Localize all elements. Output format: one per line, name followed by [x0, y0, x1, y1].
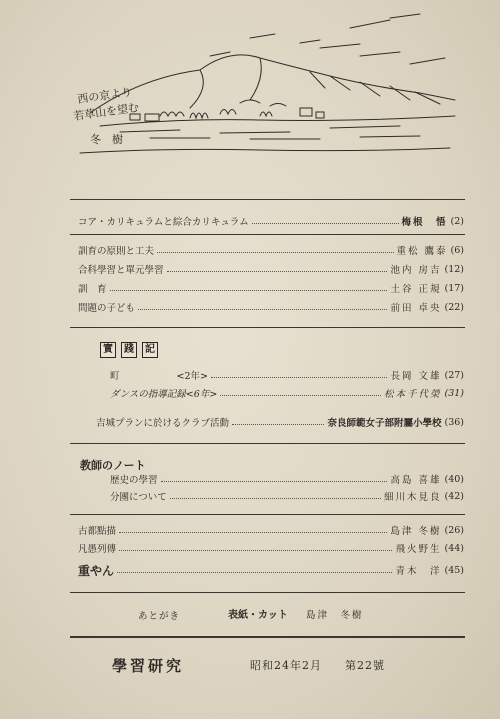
cover-credit-label: 表紙・カット: [228, 610, 288, 621]
toc-entry-author: 重松 鷹泰: [396, 246, 448, 257]
svg-text:冬 樹: 冬 樹: [90, 133, 123, 146]
leader-dots: [232, 424, 324, 425]
leader-dots: [110, 290, 388, 291]
divider: [70, 234, 465, 235]
toc-entry-author: 奈良師範女子部附屬小學校: [327, 418, 442, 429]
practice-heading-char: 實: [100, 342, 116, 358]
toc-entry: [78, 281, 464, 295]
toc-entry-author: 土谷 正規: [390, 284, 442, 295]
toc-entry: [78, 541, 464, 555]
toc-entry: [78, 563, 464, 577]
leader-dots: [252, 223, 399, 224]
leader-dots: [119, 550, 392, 551]
toc-entry-title: ダンスの指導記録<6年>: [110, 389, 218, 400]
divider: [70, 443, 465, 444]
toc-entry-page: (17): [444, 282, 464, 294]
toc-entry-title: 訓 育: [78, 284, 107, 295]
toc-entry-page: (31): [444, 387, 464, 399]
issue-date: 昭和24年2月: [250, 659, 322, 672]
toc-entry-page: (12): [444, 263, 464, 275]
toc-entry-title: 町 <2年>: [110, 371, 208, 382]
toc-entry-author: 前田 卓央: [390, 303, 442, 314]
leader-dots: [157, 252, 393, 253]
toc-entry: [78, 300, 464, 314]
leader-dots: [119, 532, 387, 533]
leader-dots: [117, 572, 392, 573]
teacher-notes-heading: 教師のノート: [80, 459, 146, 472]
leader-dots: [170, 498, 381, 499]
toc-entry-title: 歴史の學習: [110, 475, 158, 486]
toc-entry-page: (36): [444, 416, 464, 428]
toc-entry-page: (6): [450, 244, 464, 256]
magazine-title: 學習研究: [112, 657, 185, 675]
toc-entry-author: 細川木見良: [383, 492, 442, 503]
toc-entry: [96, 415, 464, 429]
toc-entry: [78, 243, 464, 257]
toc-entry-page: (22): [444, 301, 464, 313]
toc-entry-author: 島津 冬樹: [390, 526, 442, 537]
practice-heading-char: 踐: [121, 342, 137, 358]
leader-dots: [167, 271, 388, 272]
leader-dots: [161, 481, 388, 482]
divider: [70, 327, 465, 328]
toc-entry-title: 古都點描: [78, 526, 117, 537]
toc-entry-title: 凡愚列傳: [78, 544, 117, 555]
toc-entry: [78, 262, 464, 276]
toc-entry-title: 訓育の原則と工夫: [78, 246, 155, 257]
toc-entry-page: (44): [444, 542, 464, 554]
toc-entry-core: [78, 214, 464, 228]
leader-dots: [211, 377, 387, 378]
practice-heading: [100, 342, 158, 358]
practice-heading-char: 記: [142, 342, 158, 358]
divider: [70, 636, 465, 638]
toc-entry-author: 高島 喜雄: [390, 475, 442, 486]
divider: [70, 514, 465, 515]
cover-credit-name: 島津 冬樹: [306, 610, 364, 621]
toc-entry-page: (26): [444, 524, 464, 536]
toc-entry: [110, 489, 464, 503]
toc-entry-author: 松本千代榮: [383, 389, 442, 400]
svg-text:若草山を望む: 若草山を望む: [72, 100, 140, 123]
divider: [70, 199, 465, 200]
toc-entry-page: (2): [450, 215, 464, 227]
toc-entry-title: 重やん: [78, 563, 115, 578]
toc-entry-author: 青木 洋: [395, 566, 442, 577]
divider: [70, 592, 465, 593]
toc-entry-author: 長岡 文雄: [390, 371, 442, 382]
toc-entry-title: 合科學習と單元學習: [78, 265, 164, 276]
toc-entry-page: (40): [444, 473, 464, 485]
toc-entry-title: 問題の子ども: [78, 303, 136, 314]
toc-entry: [110, 386, 464, 400]
toc-entry-author: 池内 房吉: [390, 265, 442, 276]
toc-entry-author: 梅根 悟: [401, 217, 448, 228]
toc-entry-page: (27): [444, 369, 464, 381]
toc-entry-title: コア・カリキュラムと綜合カリキュラム: [78, 217, 249, 228]
svg-text:西の京より: 西の京より: [76, 85, 133, 106]
toc-entry: [110, 472, 464, 486]
issue-number: 第22號: [345, 659, 385, 672]
toc-entry-title: 吉城プランに於けるクラブ活動: [96, 418, 230, 429]
toc-entry-page: (45): [444, 564, 464, 576]
afterword-label: あとがき: [138, 611, 181, 622]
toc-entry-title: 分團について: [110, 492, 167, 503]
toc-entry: [78, 523, 464, 537]
toc-entry-author: 飛火野生: [395, 544, 442, 555]
leader-dots: [138, 309, 387, 310]
toc-entry: [110, 368, 464, 382]
toc-entry-page: (42): [444, 490, 464, 502]
leader-dots: [220, 395, 381, 396]
